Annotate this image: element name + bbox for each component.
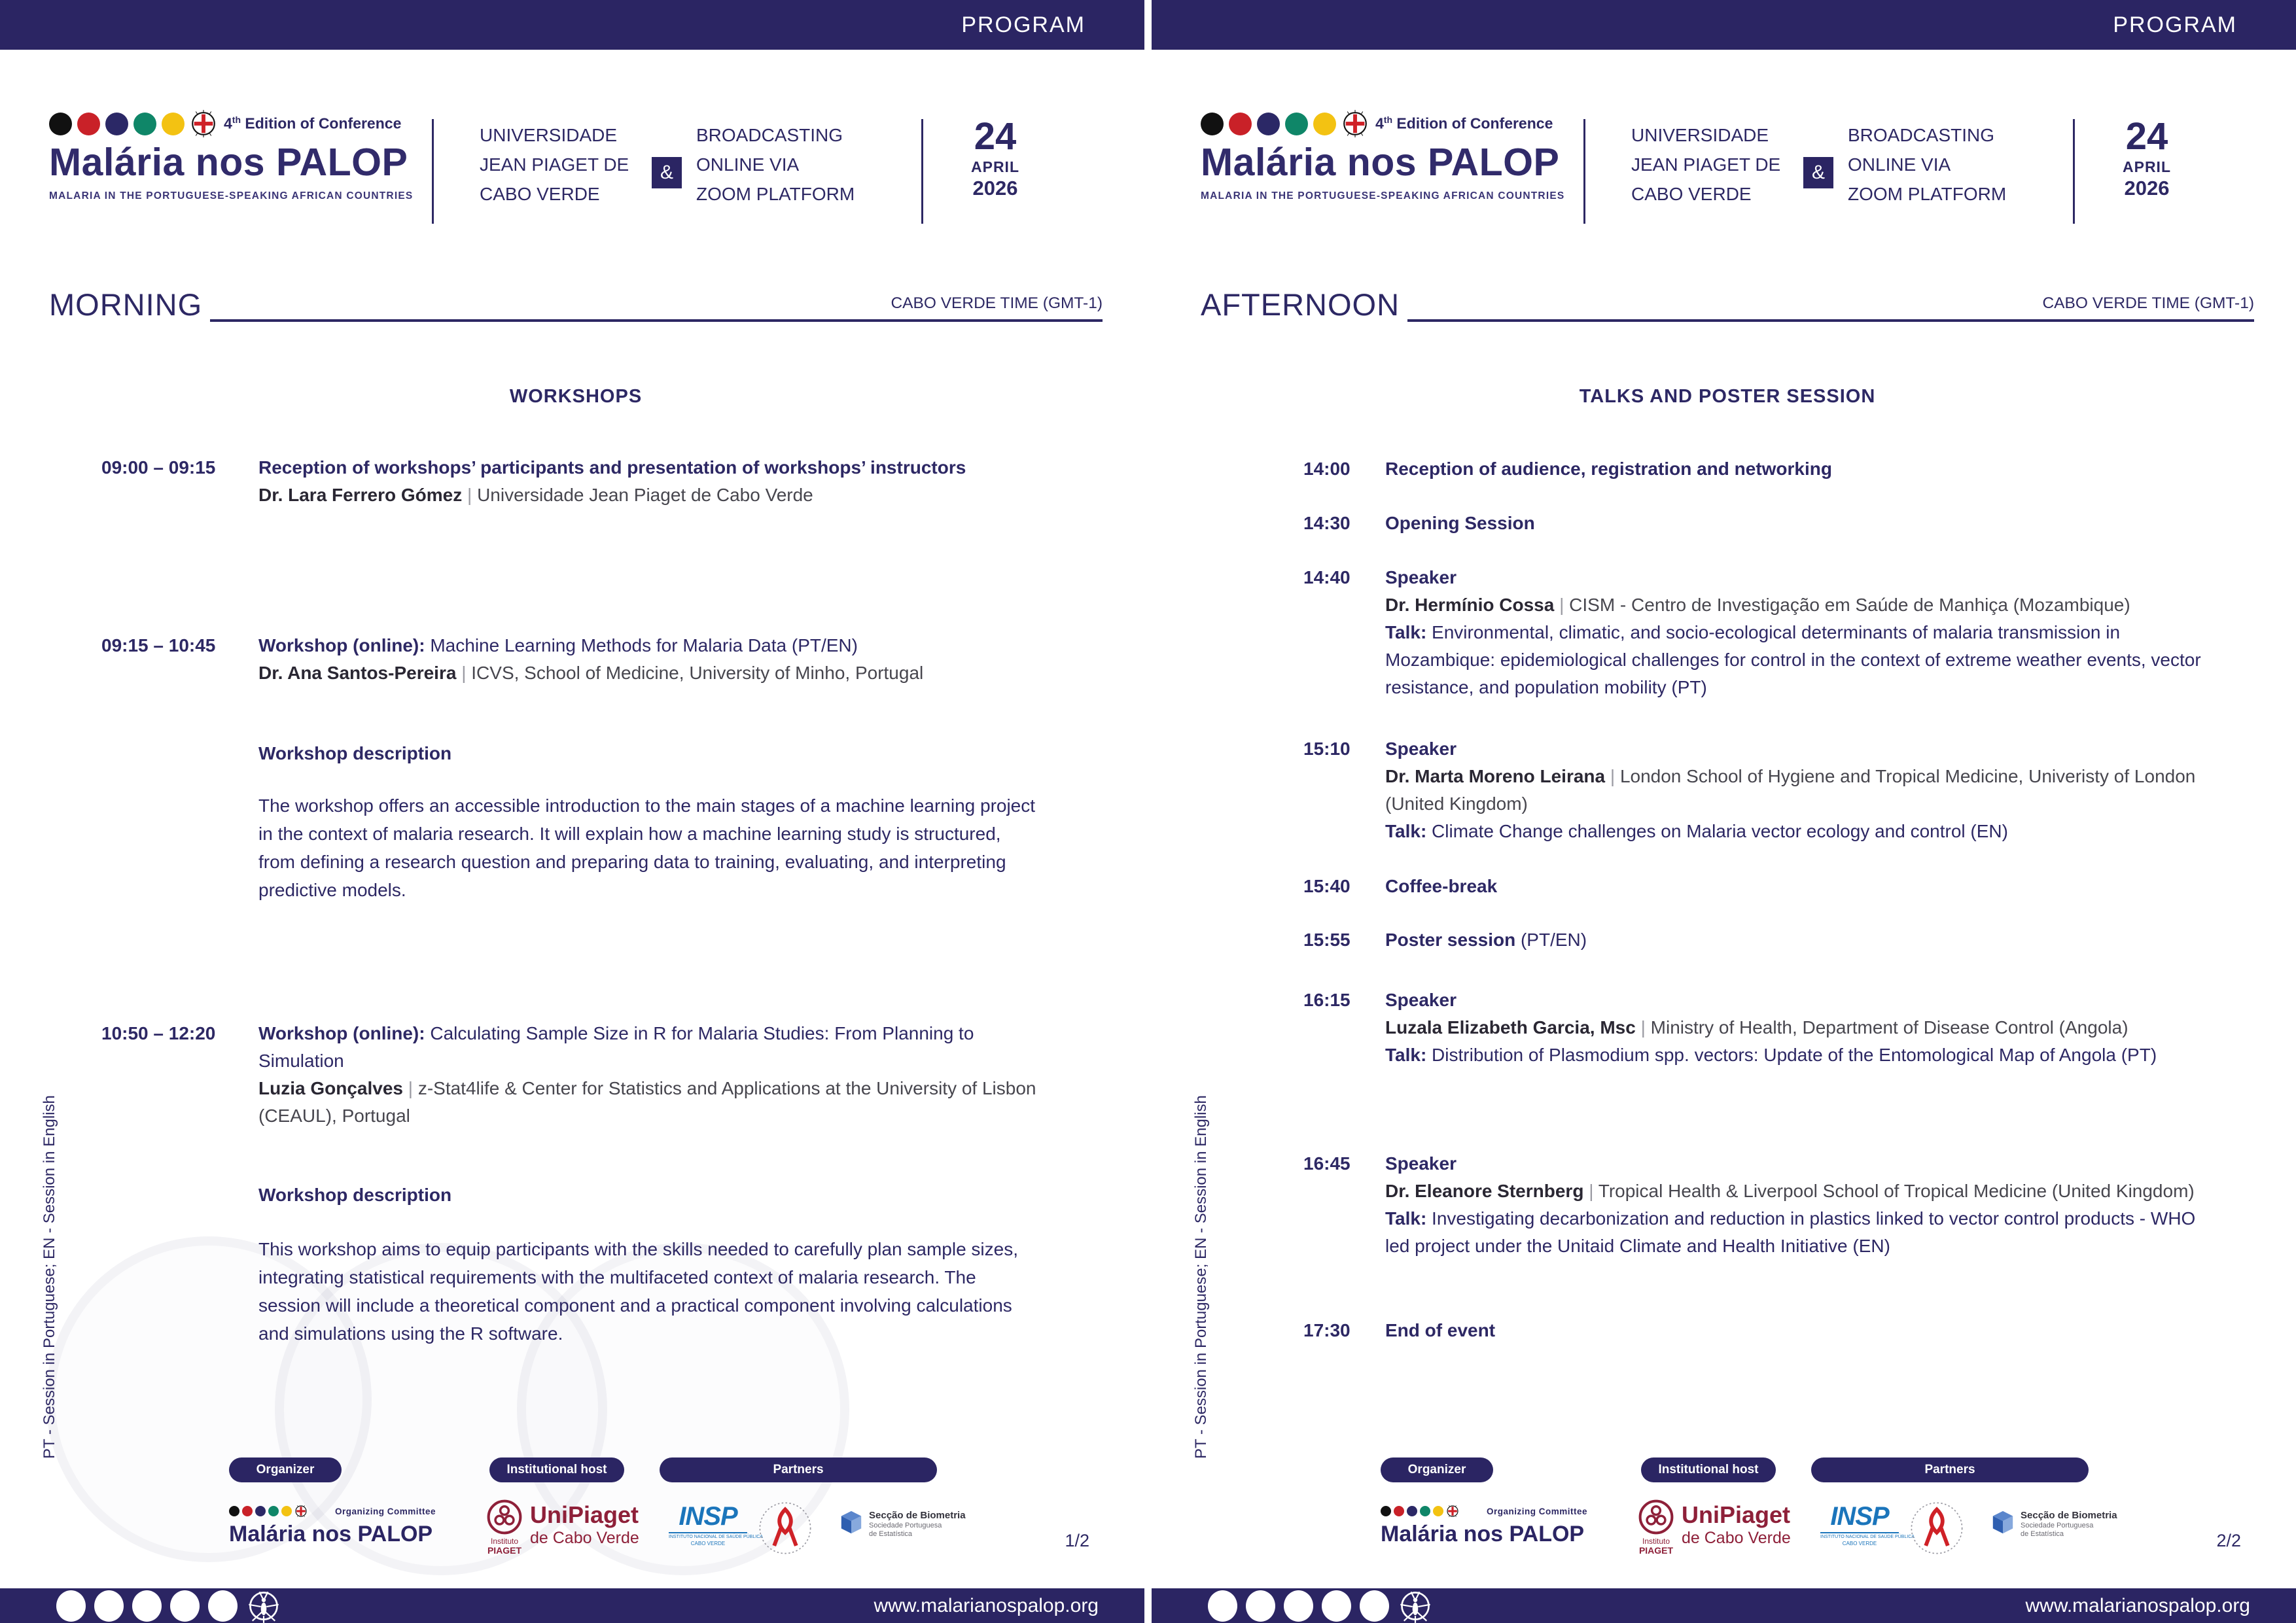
header-divider xyxy=(2073,119,2075,224)
schedule-item: 15:40 Coffee-break xyxy=(1303,873,2223,900)
session-title: MORNING xyxy=(49,287,203,322)
institutional-host-pill: Institutional host xyxy=(489,1457,624,1482)
time-label: 10:50 – 12:20 xyxy=(101,1023,216,1043)
item-title: Speaker xyxy=(1385,567,1457,587)
schedule-item xyxy=(101,454,1053,509)
ccs-sida-logo xyxy=(1909,1501,1964,1556)
footer-dot xyxy=(1246,1590,1275,1622)
organizer-pill: Organizer xyxy=(229,1457,342,1482)
item-title: Reception of workshops’ participants and presentation of workshops’ instructors xyxy=(258,457,966,478)
page-number: 1/2 xyxy=(1065,1531,1089,1550)
talk-line: Talk: Climate Change challenges on Malaria vector ecology and control (EN) xyxy=(1385,821,2008,841)
insp-logo: INSP INSTITUTO NACIONAL DE SAÚDE PÚBLICA CABO VERDE xyxy=(1820,1502,1915,1546)
bottom-bar xyxy=(1152,1588,2296,1623)
logo-dot-red xyxy=(1229,113,1252,135)
logo-dot-navy xyxy=(105,113,128,135)
session-underline xyxy=(210,319,1103,322)
time-label: 15:55 xyxy=(1303,930,1351,950)
logo-dot-red xyxy=(1394,1506,1404,1516)
speaker-line: Luzia Gonçalves | z-Stat4life & Center for Statistics and Applications at the University of Lisbon (CEAUL), Portugal xyxy=(258,1078,1036,1126)
footer-dot xyxy=(94,1590,124,1622)
logo-dot-yellow xyxy=(1433,1506,1443,1516)
organizer-logo xyxy=(229,1505,436,1547)
logo-dot-black xyxy=(229,1506,239,1516)
mosquito-icon xyxy=(1398,1588,1433,1623)
logo-dot-yellow xyxy=(1313,113,1336,135)
page-number: 2/2 xyxy=(2216,1531,2241,1550)
workshop-description-heading: Workshop description xyxy=(258,1185,452,1205)
website-url: www.malarianospalop.org xyxy=(2025,1594,2250,1616)
insp-logo: INSP INSTITUTO NACIONAL DE SAÚDE PÚBLICA CABO VERDE xyxy=(669,1502,763,1546)
speaker-line: Dr. Lara Ferrero Gómez | Universidade Jean Piaget de Cabo Verde xyxy=(258,485,813,505)
conference-title: Malária nos PALOP xyxy=(1201,141,1560,184)
logo-dot-navy xyxy=(1407,1506,1417,1516)
page-header xyxy=(1201,110,2254,241)
timezone-label: CABO VERDE TIME (GMT-1) xyxy=(2042,294,2254,312)
schedule-item: 14:00 Reception of audience, registration and networking xyxy=(1303,455,2223,483)
time-label: 14:40 xyxy=(1303,567,1351,587)
item-title: Speaker xyxy=(1385,1153,1457,1174)
biometria-cube-icon xyxy=(839,1510,864,1535)
time-label: 17:30 xyxy=(1303,1320,1351,1340)
logo-dot-green xyxy=(1420,1506,1430,1516)
organizer-name: Malária nos PALOP xyxy=(229,1522,433,1546)
section-title: TALKS AND POSTER SESSION xyxy=(1579,386,1876,407)
item-title: Workshop (online): Calculating Sample Size in R for Malaria Studies: From Planning to Simulation xyxy=(258,1023,974,1071)
workshop-description-heading: Workshop description xyxy=(258,743,452,763)
logo-dots xyxy=(1201,110,1583,137)
talk-line: Talk: Investigating decarbonization and reduction in plastics linked to vector control products - WHO led project under the Unitaid Climate and Health Initiative (EN) xyxy=(1385,1208,2196,1256)
session-header xyxy=(1201,288,2254,322)
conference-logo xyxy=(1201,110,1583,202)
organizer-name: Malária nos PALOP xyxy=(1381,1522,1585,1546)
organizer-logo xyxy=(1381,1505,1587,1547)
mosquito-cross-icon xyxy=(1341,110,1369,137)
mosquito-cross-icon xyxy=(190,110,217,137)
workshop-description-text: The workshop offers an accessible introduction to the main stages of a machine learning project in the context of malaria research. It will explain how a machine learning study is structured, from defining a research question and preparing data to training, evaluating, and interpreting predictive models. xyxy=(258,795,1036,900)
edition-label: 4th Edition of Conference xyxy=(1375,114,1553,132)
session-title: AFTERNOON xyxy=(1201,287,1400,322)
top-bar-label: PROGRAM xyxy=(961,12,1086,37)
biometria-logo: Secção de Biometria Sociedade Portuguesa de Estatística xyxy=(1990,1510,2117,1539)
partners-pill: Partners xyxy=(660,1457,937,1482)
footer-dot xyxy=(1322,1590,1351,1622)
page-afternoon xyxy=(1152,0,2296,1623)
item-title: Speaker xyxy=(1385,739,1457,759)
header-divider xyxy=(1583,119,1585,224)
bottom-bar xyxy=(0,1588,1144,1623)
time-label: 16:15 xyxy=(1303,990,1351,1010)
edition-label: 4th Edition of Conference xyxy=(224,114,402,132)
workshop-description-text: This workshop aims to equip participants with the skills needed to carefully plan sample sizes, integrating statistical requirements with the multifaceted context of malaria research. The session will include a theoretical component and a practical component involving calculations and simulations using the R software. xyxy=(258,1239,1019,1344)
top-bar xyxy=(0,0,1144,50)
footer-dot xyxy=(1284,1590,1313,1622)
partners-pill: Partners xyxy=(1811,1457,2089,1482)
footer-dot xyxy=(208,1590,238,1622)
logo-dot-red xyxy=(242,1506,253,1516)
time-label: 09:00 – 09:15 xyxy=(101,457,216,478)
footer-dot xyxy=(1208,1590,1237,1622)
institutional-host-pill: Institutional host xyxy=(1641,1457,1776,1482)
speaker-line: Dr. Ana Santos-Pereira | ICVS, School of Medicine, University of Minho, Portugal xyxy=(258,663,924,683)
logo-dot-green xyxy=(1285,113,1308,135)
language-note: PT - Session in Portuguese; EN - Session in English xyxy=(41,1095,58,1459)
schedule-item: 15:55 Poster session (PT/EN) xyxy=(1303,926,2223,954)
section-title: WORKSHOPS xyxy=(509,386,643,407)
logo-dot-green xyxy=(133,113,156,135)
broadcast-block: BROADCASTING ONLINE VIA ZOOM PLATFORM xyxy=(1848,125,2007,204)
logo-dot-red xyxy=(77,113,100,135)
time-label: 15:40 xyxy=(1303,876,1351,896)
session-underline xyxy=(1407,319,2254,322)
top-bar xyxy=(1152,0,2296,50)
logo-dot-navy xyxy=(1257,113,1280,135)
event-date: 24 APRIL 2026 xyxy=(971,115,1019,200)
ampersand-badge: & xyxy=(652,157,682,188)
footer-dot xyxy=(56,1590,86,1622)
schedule-item xyxy=(1303,1150,2223,1260)
header-divider xyxy=(921,119,923,224)
website-url: www.malarianospalop.org xyxy=(874,1594,1099,1616)
footer-dot xyxy=(170,1590,200,1622)
broadcast-block: BROADCASTING ONLINE VIA ZOOM PLATFORM xyxy=(696,125,855,204)
venue-block: UNIVERSIDADE JEAN PIAGET DE CABO VERDE xyxy=(1631,125,1781,204)
logo-dot-black xyxy=(1201,113,1224,135)
logo-dot-green xyxy=(268,1506,279,1516)
time-label: 14:30 xyxy=(1303,513,1351,533)
schedule-item xyxy=(101,1020,1053,1130)
mosquito-icon xyxy=(246,1588,281,1623)
unipiaget-icon xyxy=(1637,1498,1675,1536)
logo-dot-black xyxy=(49,113,72,135)
unipiaget-logo: Instituto PIAGET UniPiaget de Cabo Verde xyxy=(486,1498,639,1556)
speaker-line: Dr. Eleanore Sternberg | Tropical Health & Liverpool School of Tropical Medicine (United Kingdom) xyxy=(1385,1181,2195,1201)
unipiaget-icon xyxy=(486,1498,523,1536)
organizing-committee-label: Organizing Committee xyxy=(335,1506,436,1516)
schedule-item: 17:30 End of event xyxy=(1303,1317,2223,1344)
conference-tagline: MALARIA IN THE PORTUGUESE-SPEAKING AFRICAN COUNTRIES xyxy=(49,190,414,201)
session-header xyxy=(49,288,1103,322)
logo-dot-yellow xyxy=(281,1506,292,1516)
time-label: 16:45 xyxy=(1303,1153,1351,1174)
time-label: 15:10 xyxy=(1303,739,1351,759)
talk-line: Talk: Distribution of Plasmodium spp. vectors: Update of the Entomological Map of Angola (PT) xyxy=(1385,1045,2157,1065)
item-title: Workshop (online): Machine Learning Methods for Malaria Data (PT/EN) xyxy=(258,635,858,655)
venue-block: UNIVERSIDADE JEAN PIAGET DE CABO VERDE xyxy=(480,125,629,204)
biometria-cube-icon xyxy=(1990,1510,2015,1535)
speaker-line: Dr. Hermínio Cossa | CISM - Centro de Investigação em Saúde de Manhiça (Mozambique) xyxy=(1385,595,2130,615)
conference-logo xyxy=(49,110,432,202)
schedule-item xyxy=(1303,735,2223,845)
time-label: 14:00 xyxy=(1303,459,1351,479)
footer-dot xyxy=(1360,1590,1389,1622)
language-note: PT - Session in Portuguese; EN - Session in English xyxy=(1192,1095,1210,1459)
time-label: 09:15 – 10:45 xyxy=(101,635,216,655)
logo-dot-navy xyxy=(255,1506,266,1516)
logo-dot-yellow xyxy=(162,113,185,135)
schedule-item xyxy=(101,632,1053,687)
mosquito-cross-icon xyxy=(294,1505,308,1518)
talk-line: Talk: Environmental, climatic, and socio-ecological determinants of malaria transmission in Mozambique: epidemiological challenges for control in the context of extreme weather events, vector resistance, and population mobility (PT) xyxy=(1385,622,2201,697)
mosquito-cross-icon xyxy=(1446,1505,1459,1518)
header-divider xyxy=(432,119,434,224)
organizing-committee-label: Organizing Committee xyxy=(1487,1506,1588,1516)
page-morning xyxy=(0,0,1144,1623)
ccs-sida-logo xyxy=(758,1501,813,1556)
schedule-item: 14:30 Opening Session xyxy=(1303,510,2223,537)
unipiaget-logo: Instituto PIAGET UniPiaget de Cabo Verde xyxy=(1637,1498,1791,1556)
timezone-label: CABO VERDE TIME (GMT-1) xyxy=(891,294,1103,312)
biometria-logo: Secção de Biometria Sociedade Portuguesa de Estatística xyxy=(839,1510,966,1539)
speaker-line: Luzala Elizabeth Garcia, Msc | Ministry of Health, Department of Disease Control (Angola) xyxy=(1385,1017,2128,1038)
conference-tagline: MALARIA IN THE PORTUGUESE-SPEAKING AFRICAN COUNTRIES xyxy=(1201,190,1565,201)
conference-title: Malária nos PALOP xyxy=(49,141,408,184)
logo-dots xyxy=(49,110,432,137)
item-title: Speaker xyxy=(1385,990,1457,1010)
top-bar-label: PROGRAM xyxy=(2113,12,2237,37)
event-date: 24 APRIL 2026 xyxy=(2123,115,2171,200)
footer-dot xyxy=(132,1590,162,1622)
schedule-item xyxy=(1303,986,2223,1069)
logo-dot-black xyxy=(1381,1506,1391,1516)
page-header xyxy=(49,110,1103,241)
schedule-item xyxy=(1303,564,2223,701)
ampersand-badge: & xyxy=(1803,157,1833,188)
speaker-line: Dr. Marta Moreno Leirana | London School of Hygiene and Tropical Medicine, Univeristy of London (United Kingdom) xyxy=(1385,766,2196,814)
organizer-pill: Organizer xyxy=(1381,1457,1493,1482)
